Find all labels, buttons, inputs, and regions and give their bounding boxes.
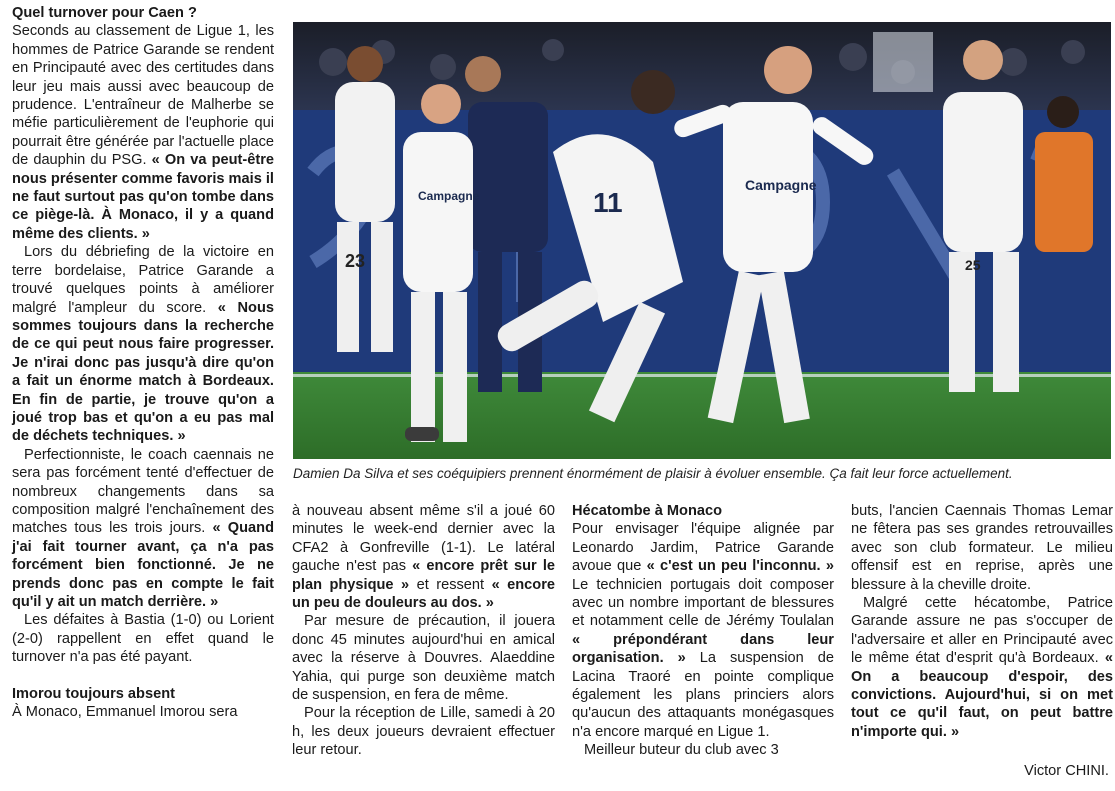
quote-text: « c'est un peu l'inconnu. » — [646, 558, 834, 575]
paragraph: Les défaites à Bastia (1-0) ou Lorient (2-0) rappellent en effet quand le turnover n'a pas été payant. — [12, 612, 274, 666]
quote-text: « encore prêt sur le plan physique » — [292, 558, 555, 593]
jersey-number: 25 — [965, 257, 981, 273]
paragraph — [12, 243, 274, 445]
paragraph — [572, 520, 834, 741]
article-column-2 — [292, 502, 555, 760]
paragraph — [292, 502, 555, 612]
paragraph — [12, 446, 274, 612]
paragraph — [851, 594, 1113, 741]
body-text: et ressent — [409, 576, 492, 593]
paragraph: À Monaco, Emmanuel Imorou sera — [12, 704, 238, 721]
article-column-3 — [572, 502, 834, 760]
match-photo — [293, 22, 1111, 459]
paragraph — [12, 22, 274, 243]
body-text: Pour envisager l'équipe alignée par Leonardo Jardim, Patrice Garande avoue que — [572, 521, 834, 575]
jersey-number: 11 — [593, 187, 623, 218]
quote-text: « encore un peu de douleurs au dos. » — [292, 576, 556, 612]
section-heading-imorou: Imorou toujours absent — [12, 685, 175, 702]
author-signature: Victor CHINI. — [1024, 763, 1109, 779]
body-text: Le technicien portugais doit composer avec un nombre important de blessures et notamment celle de Jérémy Toulalan — [572, 576, 834, 630]
body-text: Malgré cette hécatombe, Patrice Garande assure ne pas s'occuper de l'adversaire et aller en Principauté avec le même état d'esprit qu'à Bordeaux. — [851, 595, 1113, 667]
paragraph: Par mesure de précaution, il jouera donc 45 minutes aujourd'hui en amical avec la réserve à Douvres. Alaeddine Yahia, qui purge son deuxième match de suspension, en fera de même. — [292, 613, 555, 704]
jersey-number: 23 — [345, 251, 366, 271]
body-text: à nouveau absent même s'il a joué 60 minutes le week-end dernier avec la CFA2 à Gonfreville (1-1). Le latéral gauche n'est pas — [292, 503, 555, 575]
article-column-1 — [12, 4, 274, 721]
body-text: La suspension de Lacina Traoré en pointe complique également les plans princiers alors qu'aucun des attaquants monégasques n'a encore marqué en Ligue 1. — [572, 650, 834, 740]
paragraph: buts, l'ancien Caennais Thomas Lemar ne fêtera pas ses grandes retrouvailles avec son club formateur. Le milieu offensif est en reprise, après une blessure à la cheville droite. — [851, 503, 1113, 593]
body-text: Seconds au classement de Ligue 1, les hommes de Patrice Garande se rendent en Principauté avec des certitudes dans leur jeu mais aussi avec beaucoup de prudence. L'entraîneur de Malherbe se méfie particulièrement de l'euphorie qui pourrait être générée par l'actuelle place de dauphin du PSG. — [12, 23, 274, 169]
body-text: Perfectionniste, le coach caennais ne sera pas forcément tenté d'effectuer de nombreux changements dans sa composition malgré l'enchaînement des matches tous les trois jours. — [12, 446, 274, 537]
paragraph: Pour la réception de Lille, samedi à 20 h, les deux joueurs devraient effectuer leur retour. — [292, 705, 555, 759]
svg-text:Campagne: Campagne — [745, 177, 817, 193]
quote-text: « On a beaucoup d'espoir, des convictions. Aujourd'hui, si on met tout ce qu'il faut, on peut battre n'importe qui. » — [851, 650, 1113, 740]
article-column-4 — [851, 502, 1113, 741]
spacer — [12, 667, 274, 685]
quote-text: « prépondérant dans leur organisation. » — [572, 631, 834, 667]
section-heading-hecatombe: Hécatombe à Monaco — [572, 503, 723, 519]
quote-text: « On va peut-être nous présenter comme favoris mais il ne faut surtout pas qu'on tombe dans ce piège-là. À Monaco, il y a quand même des clients. » — [12, 152, 275, 242]
section-heading-turnover: Quel turnover pour Caen ? — [12, 5, 197, 21]
photo-caption: Damien Da Silva et ses coéquipiers prennent énormément de plaisir à évoluer ensemble. Ça fait leur force actuellement. — [293, 466, 1013, 481]
body-text: Lors du débriefing de la victoire en terre bordelaise, Patrice Garande a trouvé quelques points à améliorer malgré l'ampleur du score. — [12, 244, 274, 316]
quote-text: « Quand j'ai fait tourner avant, ça n'a pas forcément bien fonctionné. Je ne prends donc pas en compte le fait qu'il y ait un match derrière. » — [12, 520, 274, 610]
celebration-illustration — [293, 22, 1111, 459]
quote-text: « Nous sommes toujours dans la recherche de ce qui peut nous faire progresser. Je n'irai donc pas jusqu'à dire qu'on a fait un énorme match à Bordeaux. En fin de partie, je trouve qu'on a joué trop bas et qu'on a eu pas mal de déchets techniques. » — [12, 299, 274, 445]
paragraph: Meilleur buteur du club avec 3 — [584, 742, 779, 759]
svg-text:Campagne: Campagne — [418, 189, 480, 203]
